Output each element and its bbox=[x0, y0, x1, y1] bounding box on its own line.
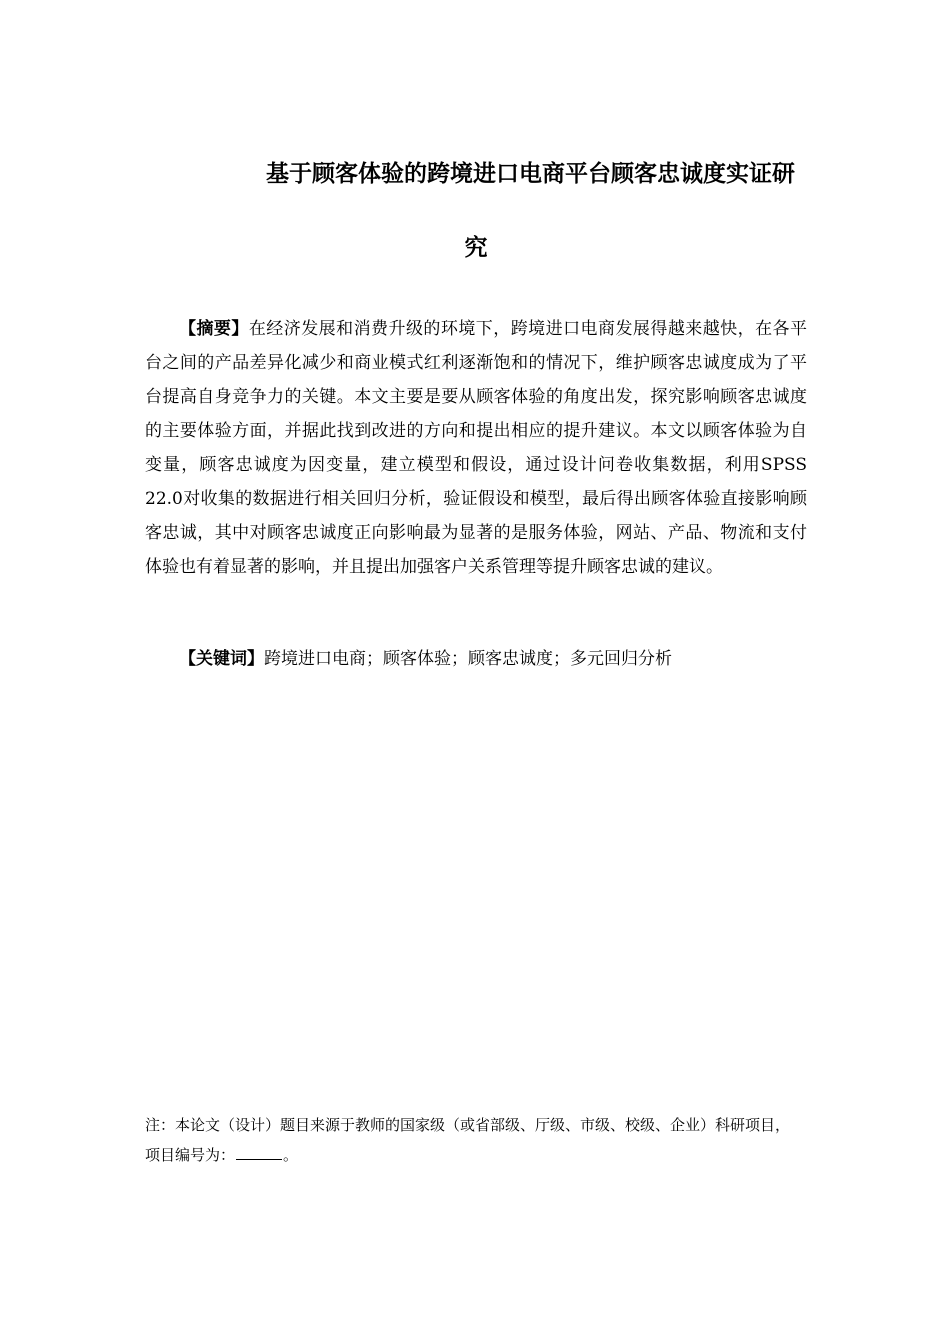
abstract-text: 在经济发展和消费升级的环境下，跨境进口电商发展得越来越快，在各平台之间的产品差异化减少和商业模式红利逐渐饱和的情况下，维护顾客忠诚度成为了平台提高自身竞争力的关键。本文主要是要从顾客体验的角度出发，探究影响顾客忠诚度的主要体验方面，并据此找到改进的方向和提出相应的提升建议。本文以顾客体验为自变量，顾客忠诚度为因变量，建立模型和假设，通过设计问卷收集数据，利用SPSS 22.0对收集的数据进行相关回归分析，验证假设和模型，最后得出顾客体验直接影响顾客忠诚，其中对顾客忠诚度正向影响最为显著的是服务体验，网站、产品、物流和支付体验也有着显著的影响，并且提出加强客户关系管理等提升顾客忠诚的建议。 bbox=[145, 319, 808, 577]
footnote bbox=[145, 1110, 807, 1170]
footnote-line-1: 注：本论文（设计）题目来源于教师的国家级（或省部级、厅级、市级、校级、企业）科研项目， bbox=[145, 1116, 791, 1134]
keywords-text: 跨境进口电商；顾客体验；顾客忠诚度；多元回归分析 bbox=[264, 649, 672, 669]
paper-title-line-1: 基于顾客体验的跨境进口电商平台顾客忠诚度实证研 bbox=[266, 161, 795, 187]
project-number-label: 项目编号为： bbox=[145, 1146, 236, 1164]
paper-title-line-2: 究 bbox=[464, 235, 488, 261]
keywords-paragraph bbox=[145, 642, 807, 676]
abstract-paragraph bbox=[145, 312, 807, 584]
footnote-line-2 bbox=[145, 1140, 807, 1170]
keywords-label: 【关键词】 bbox=[179, 649, 264, 669]
project-number-blank bbox=[236, 1145, 282, 1160]
abstract-label: 【摘要】 bbox=[179, 319, 249, 339]
footnote-line-2-suffix: 。 bbox=[283, 1146, 299, 1164]
